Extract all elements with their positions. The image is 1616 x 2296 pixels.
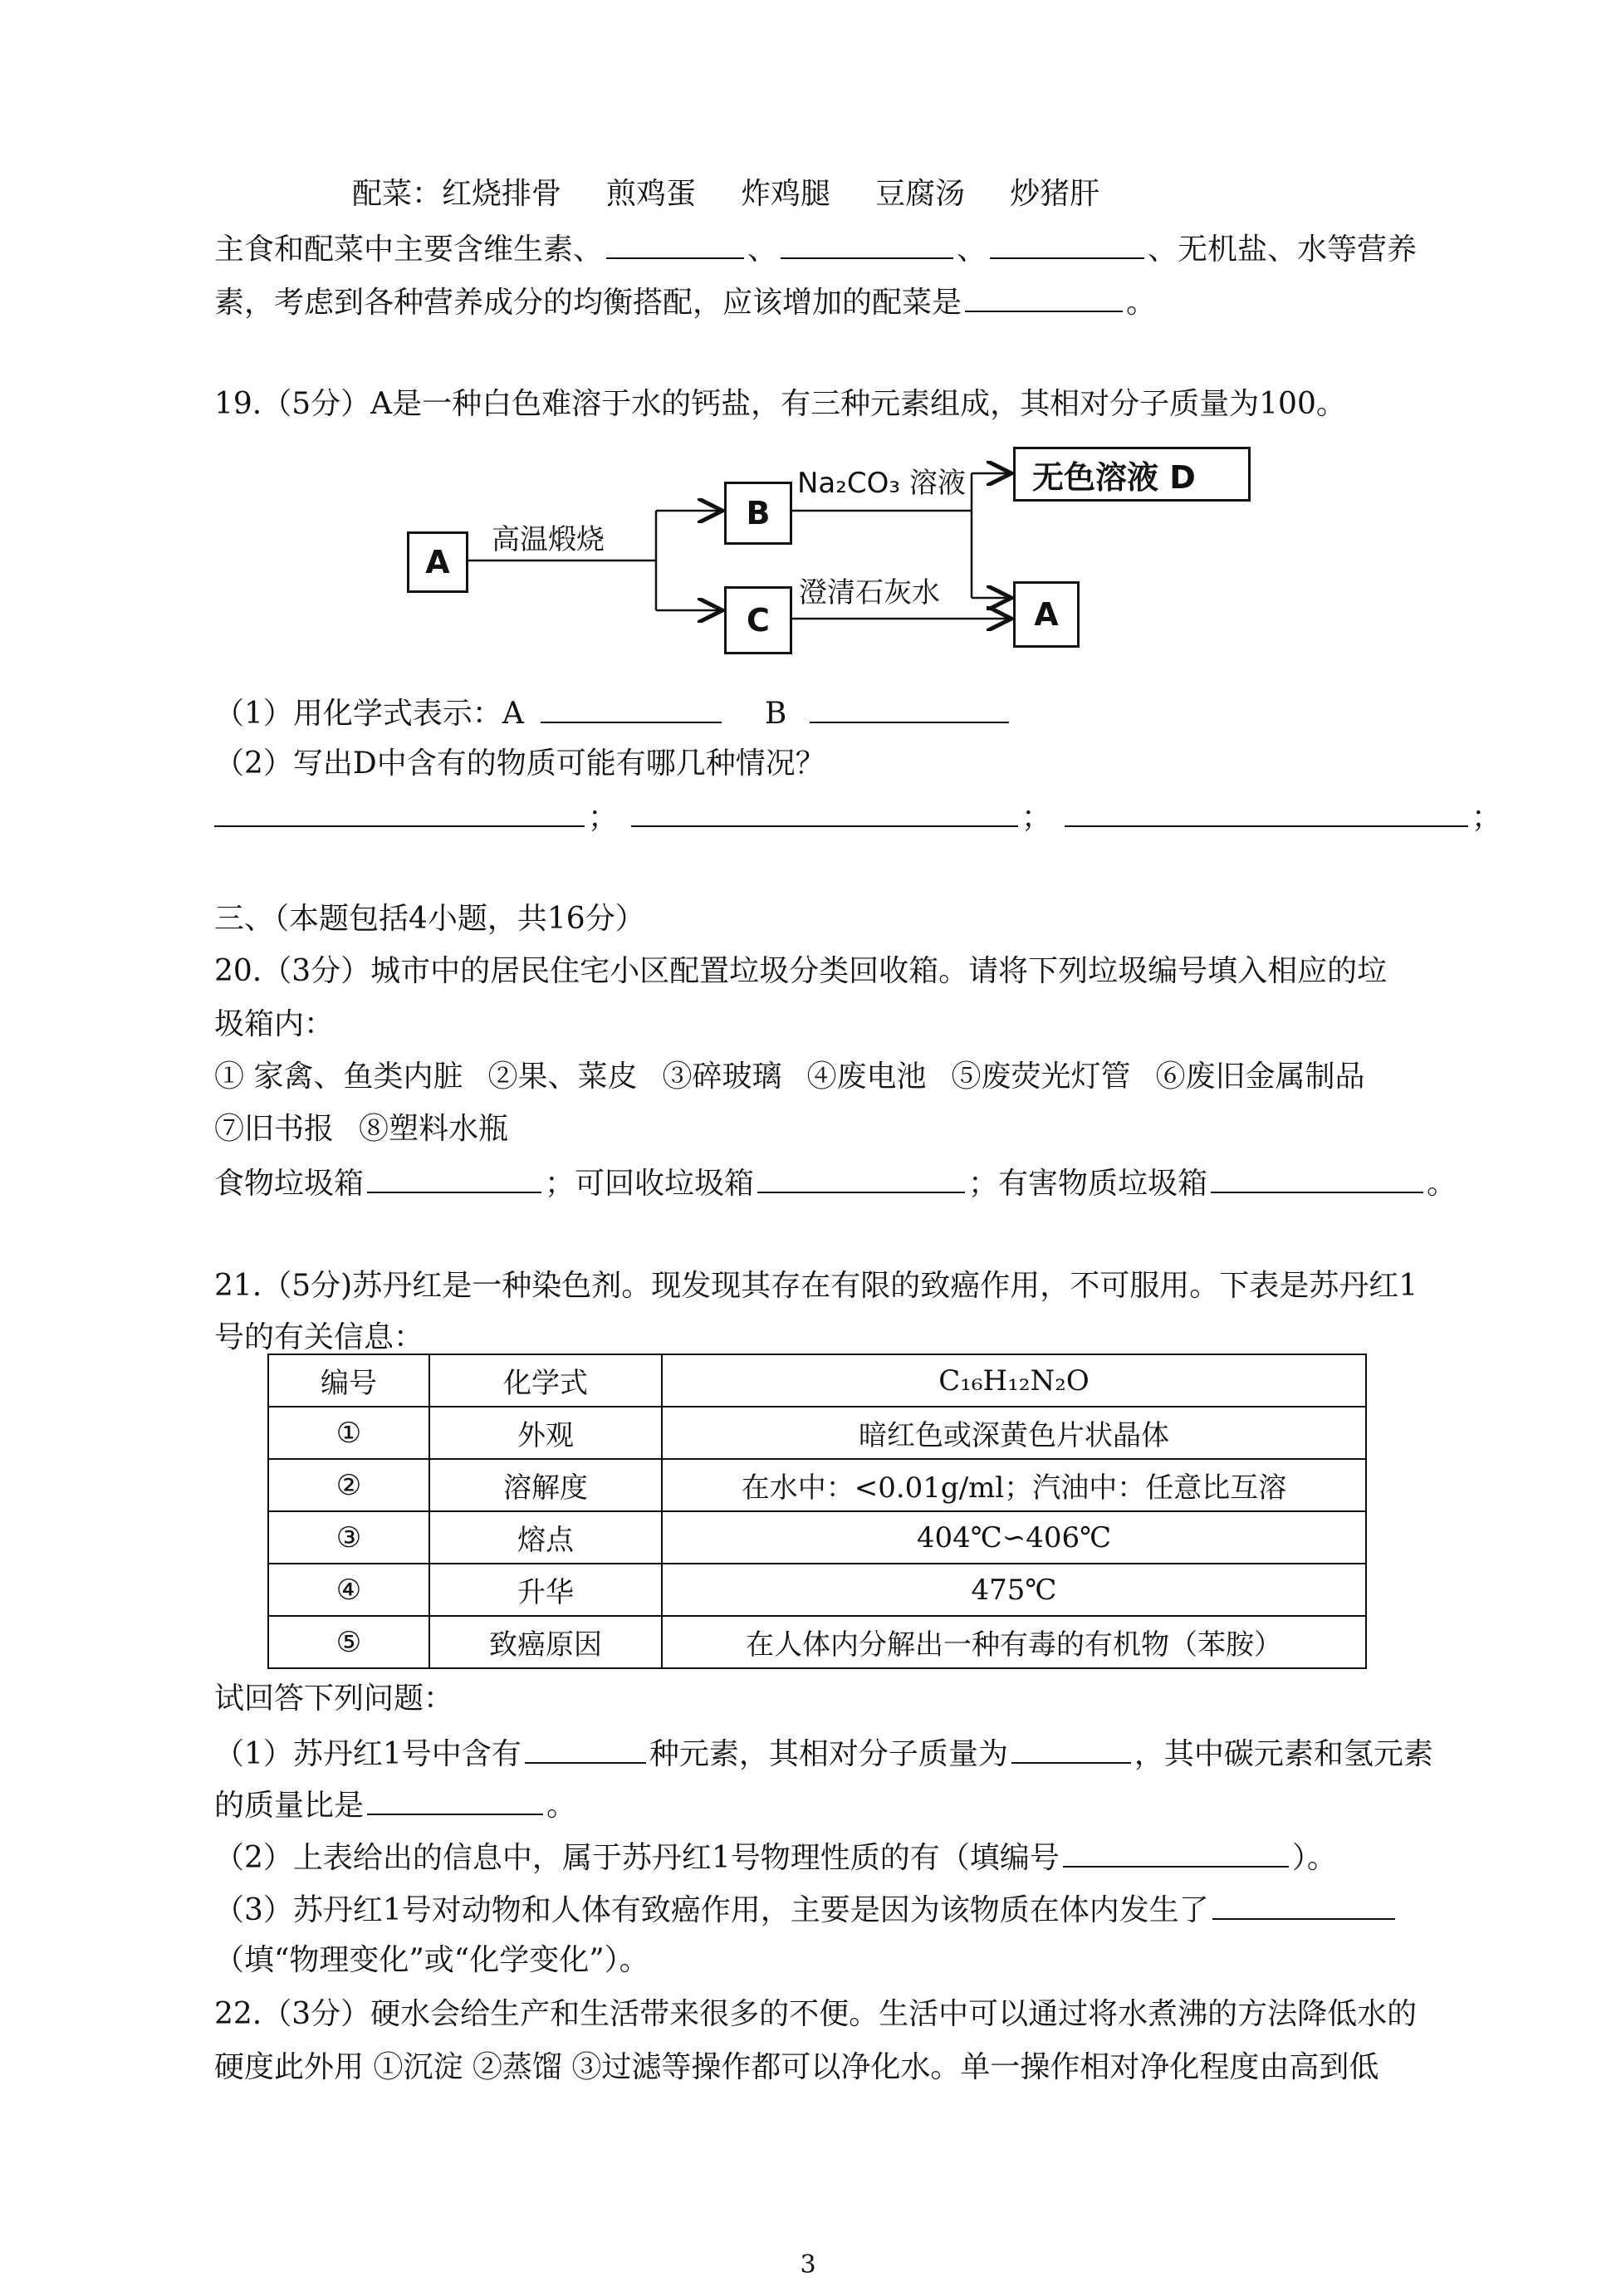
q22-line2: 硬度此外用 ①沉淀 ②蒸馏 ③过滤等操作都可以净化水。单一操作相对净化程度由高到低 [214, 2050, 1379, 2084]
q20-stem-1: 20.（3分）城市中的居民住宅小区配置垃圾分类回收箱。请将下列垃圾编号填入相应的垃 [214, 954, 1388, 988]
q21-part2: （2）上表给出的信息中，属于苏丹红1号物理性质的有（填编号 ）。 [214, 1838, 1337, 1877]
q19-stem: 19.（5分）A是一种白色难溶于水的钙盐，有三种元素组成，其相对分子质量为100。 [214, 387, 1346, 421]
q21-part3: （3）苏丹红1号对动物和人体有致癌作用，主要是因为该物质在体内发生了 [214, 1890, 1398, 1929]
diagram-box-d: 无色溶液 D [1013, 447, 1251, 502]
waste-item: ③碎玻璃 [662, 1060, 782, 1094]
table-cell: 475℃ [662, 1564, 1366, 1616]
q19-answer-lines: ； ； ； [214, 797, 1501, 836]
table-cell: ⑤ [268, 1616, 429, 1668]
diagram-box-b: B [724, 482, 792, 545]
answer-blank[interactable] [367, 1163, 541, 1193]
table-cell: 在人体内分解出一种有毒的有机物（苯胺） [662, 1616, 1366, 1668]
q21-ask: 试回答下列问题： [214, 1682, 454, 1716]
diagram-box-c: C [724, 586, 792, 654]
table-cell: 在水中：<0.01g/ml；汽油中：任意比互溶 [662, 1459, 1366, 1511]
table-cell: 溶解度 [429, 1459, 662, 1511]
answer-blank[interactable] [631, 797, 1018, 827]
answer-blank[interactable] [1211, 1163, 1423, 1193]
table-cell: 暗红色或深黄色片状晶体 [662, 1407, 1366, 1459]
answer-blank[interactable] [525, 1734, 646, 1764]
table-cell: 404℃∽406℃ [662, 1511, 1366, 1564]
q21-stem-2: 号的有关信息： [214, 1320, 424, 1354]
waste-item: ②果、菜皮 [487, 1060, 638, 1094]
answer-blank[interactable] [1065, 797, 1468, 827]
table-row [268, 1407, 1366, 1459]
waste-item: ① 家禽、鱼类内脏 [214, 1060, 463, 1094]
table-row [268, 1616, 1366, 1668]
reaction-flow-diagram [399, 440, 1279, 664]
table-cell: ① [268, 1407, 429, 1459]
q18-dishes [352, 176, 1144, 213]
answer-blank[interactable] [606, 229, 744, 259]
q22-line1: 22.（3分）硬水会给生产和生活带来很多的不便。生活中可以通过将水煮沸的方法降低水的 [214, 1997, 1418, 2031]
table-cell: 升华 [429, 1564, 662, 1616]
dish-item: 炸鸡腿 [741, 177, 831, 211]
q18-line1: 主食和配菜中主要含维生素、 、 、 、无机盐、水等营养 [214, 229, 1417, 268]
diagram-box-a: A [407, 531, 468, 593]
table-cell: ④ [268, 1564, 429, 1616]
q20-bins: 食物垃圾箱 ；可回收垃圾箱 ；有害物质垃圾箱 。 [214, 1163, 1457, 1202]
waste-item: ④废电池 [806, 1060, 927, 1094]
answer-blank[interactable] [810, 693, 1009, 723]
table-cell: 编号 [268, 1354, 429, 1407]
answer-blank[interactable] [965, 282, 1123, 312]
answer-blank[interactable] [990, 229, 1144, 259]
diagram-label-na2co3: Na₂CO₃ 溶液 [797, 467, 966, 500]
table-row [268, 1564, 1366, 1616]
q20-items-row2 [214, 1111, 533, 1148]
q21-part1-cont: 的质量比是 。 [214, 1785, 576, 1824]
page-number: 3 [800, 2250, 816, 2279]
q21-stem-1: 21.（5分)苏丹红是一种染色剂。现发现其存在有限的致癌作用，不可服用。下表是苏丹红1 [214, 1269, 1418, 1303]
q18-line2: 素，考虑到各种营养成分的均衡搭配，应该增加的配菜是 。 [214, 282, 1156, 321]
diagram-box-a2: A [1013, 581, 1080, 648]
table-row [268, 1459, 1366, 1511]
table-cell: 化学式 [429, 1354, 662, 1407]
waste-item: ⑤废荧光灯管 [951, 1060, 1131, 1094]
waste-item: ⑥废旧金属制品 [1155, 1060, 1365, 1094]
sudan-red-info-table [267, 1354, 1367, 1669]
dish-item: 煎鸡蛋 [606, 177, 697, 211]
q21-part1: （1）苏丹红1号中含有 种元素，其相对分子质量为 ，其中碳元素和氢元素 [214, 1734, 1433, 1773]
answer-blank[interactable] [367, 1785, 543, 1815]
q20-items-row1 [214, 1059, 1390, 1095]
diagram-label-limewater: 澄清石灰水 [799, 576, 940, 609]
waste-item: ⑦旧书报 [214, 1112, 335, 1146]
dish-item: 炒猪肝 [1010, 177, 1100, 211]
answer-blank[interactable] [1063, 1838, 1289, 1868]
table-cell: 致癌原因 [429, 1616, 662, 1668]
diagram-label-heat: 高温煅烧 [492, 523, 605, 556]
table-cell: ② [268, 1459, 429, 1511]
q19-part1: （1）用化学式表示：A B [214, 693, 1012, 732]
table-cell: C₁₆H₁₂N₂O [662, 1354, 1366, 1407]
q20-stem-2: 圾箱内： [214, 1007, 335, 1041]
q21-part3-cont: （填“物理变化”或“化学变化”）。 [214, 1943, 649, 1977]
table-cell: ③ [268, 1511, 429, 1564]
table-header-row [268, 1354, 1366, 1407]
table-row [268, 1511, 1366, 1564]
answer-blank[interactable] [1212, 1890, 1395, 1920]
dish-item: 红烧排骨 [442, 177, 562, 211]
table-cell: 熔点 [429, 1511, 662, 1564]
answer-blank[interactable] [757, 1163, 965, 1193]
q19-part2: （2）写出D中含有的物质可能有哪几种情况？ [214, 747, 825, 781]
answer-blank[interactable] [1011, 1734, 1131, 1764]
table-cell: 外观 [429, 1407, 662, 1459]
dishes-label: 配菜： [352, 177, 443, 211]
waste-item: ⑧塑料水瓶 [359, 1112, 509, 1146]
answer-blank[interactable] [214, 797, 585, 827]
dish-item: 豆腐汤 [875, 177, 966, 211]
answer-blank[interactable] [781, 229, 953, 259]
section-3-title: 三、（本题包括4小题，共16分） [214, 902, 645, 936]
answer-blank[interactable] [541, 693, 722, 723]
